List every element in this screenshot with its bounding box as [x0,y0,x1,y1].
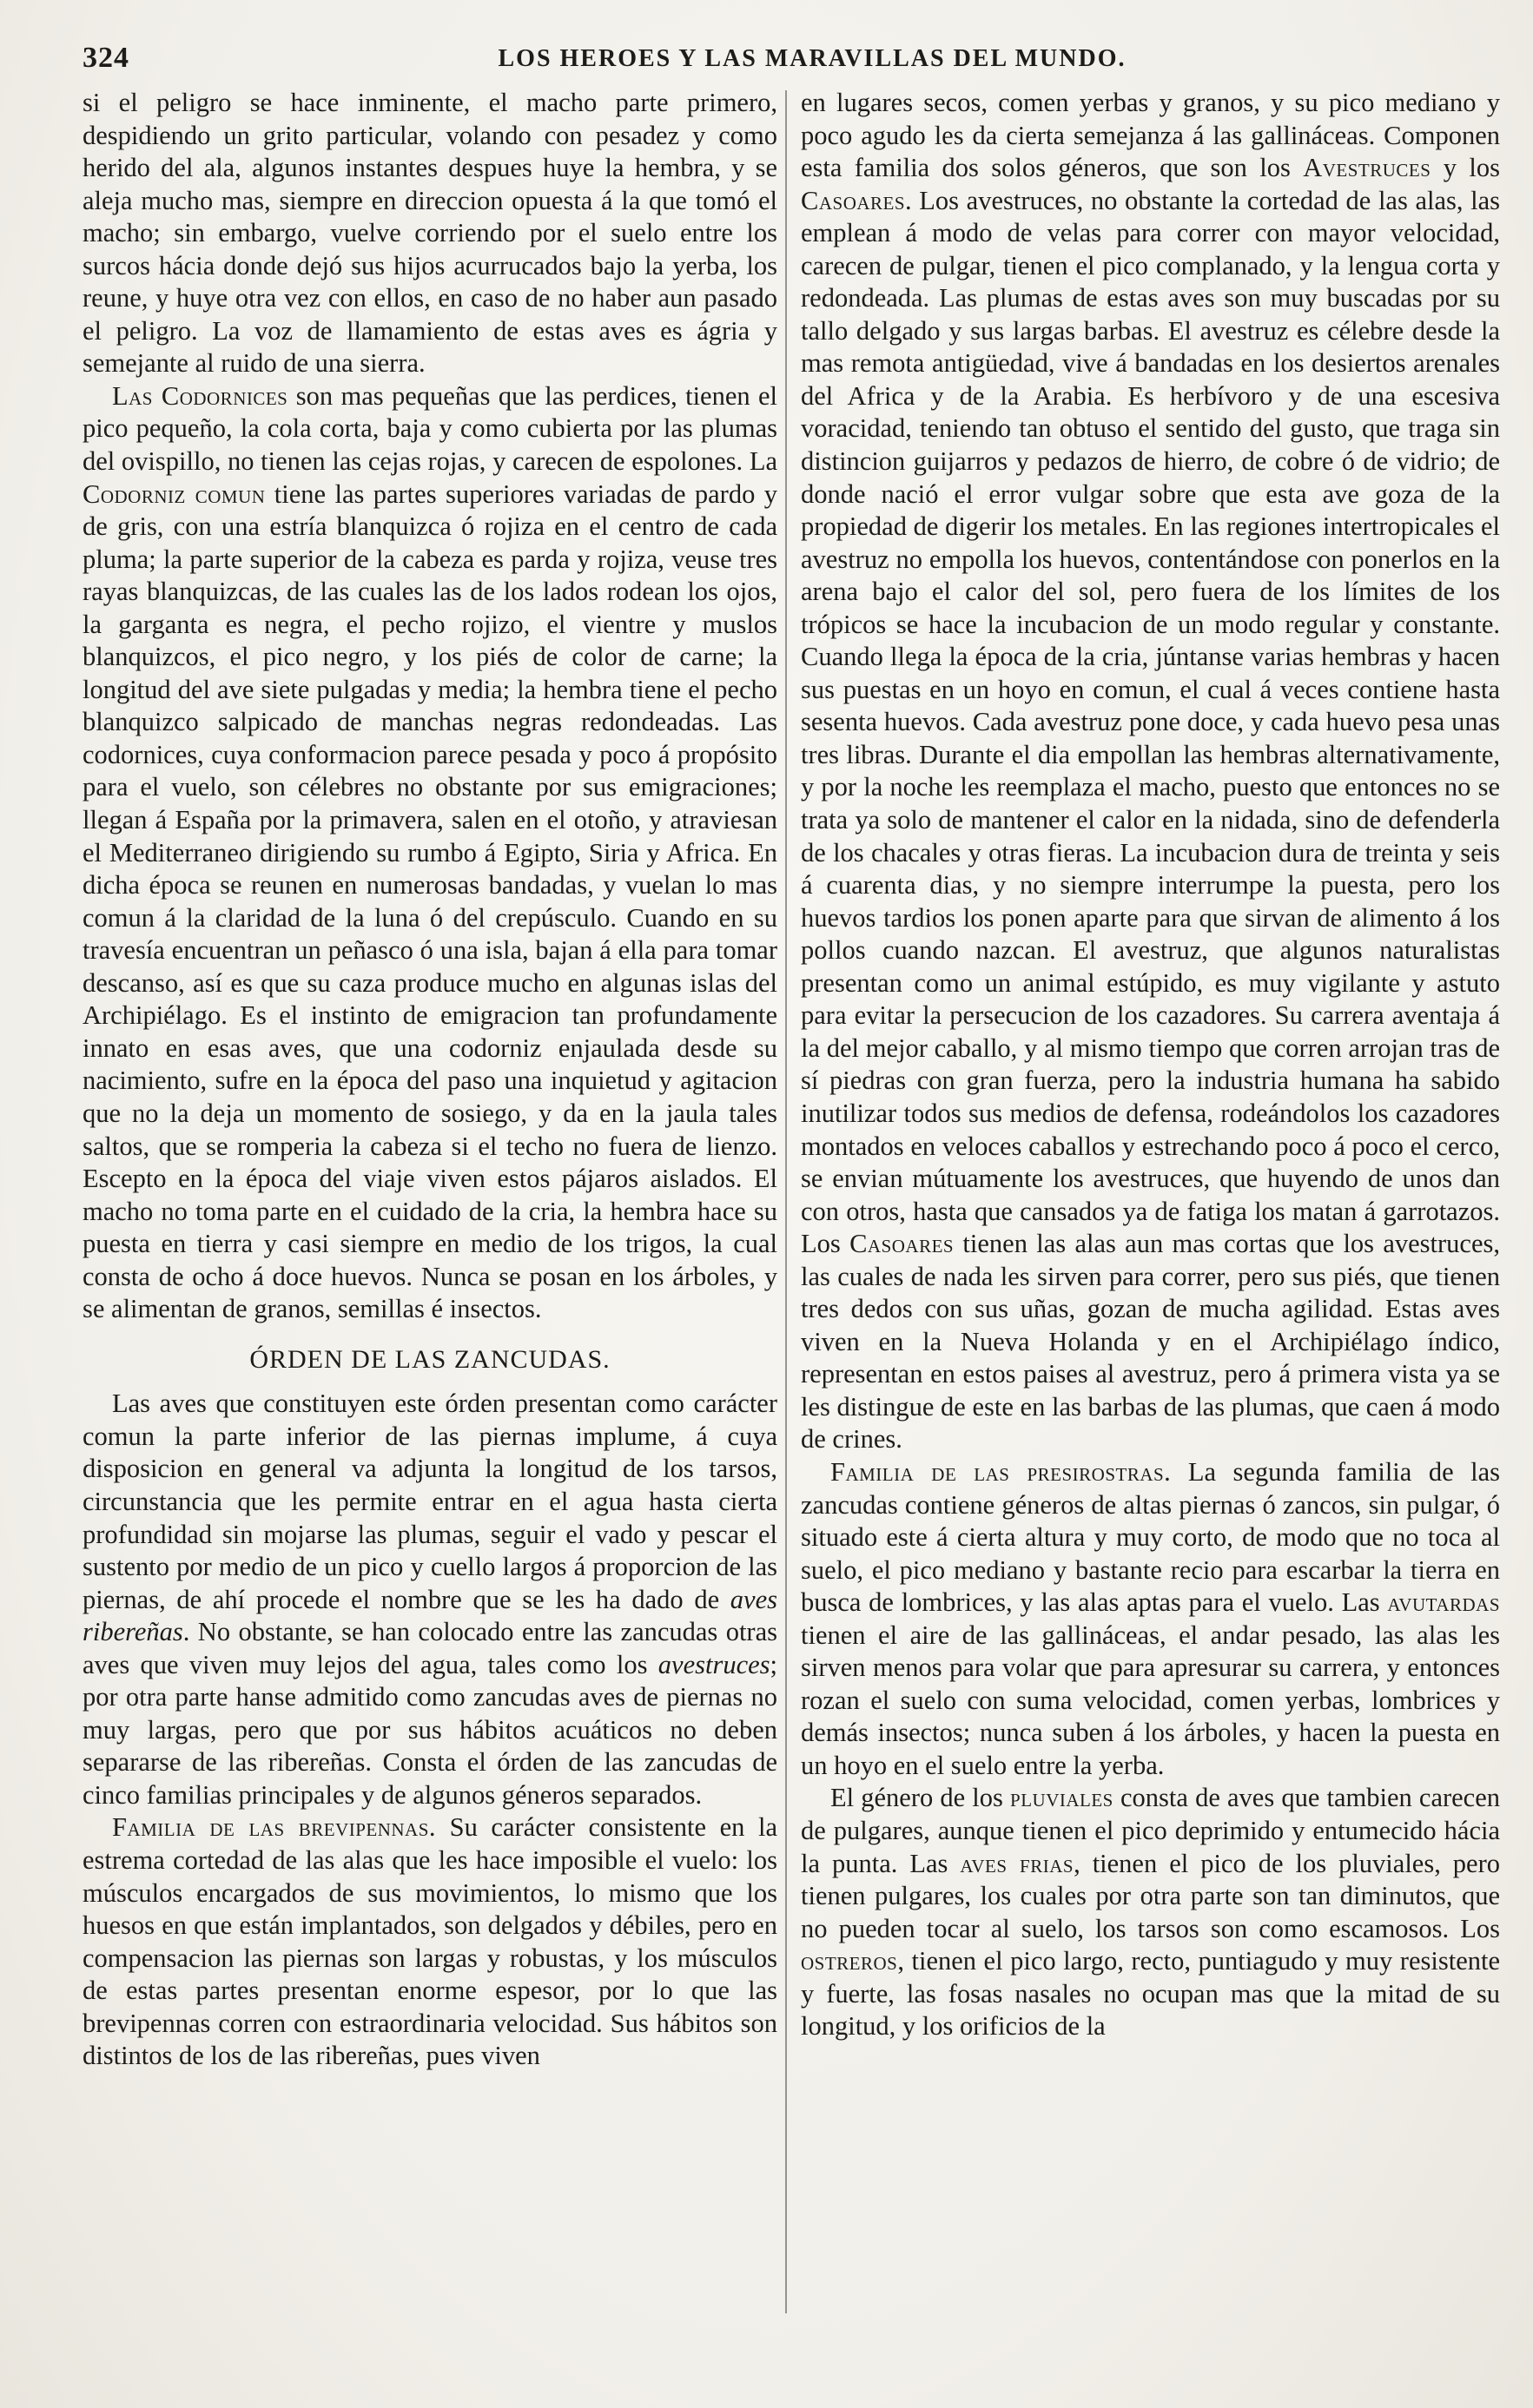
term: ostreros [801,1946,898,1976]
term: Casoares [849,1229,955,1259]
section-title: ÓRDEN DE LAS ZANCUDAS. [249,1344,611,1374]
term: avutardas [1387,1587,1500,1618]
right-column [801,87,1500,2043]
paragraph: si el peligro se hace inminente, el macho parte primero, despidiendo un grito particular, volando con pesadez y como herido del ala, algunos instantes despues huye la hembra, y se aleja mucho mas, siempre en direccion opuesta á la que tomó el macho; sin embargo, vuelve corriendo por el suelo entre los surcos hácia donde dejó sus hijos acurrucados bajo la yerba, los reune, y huye otra vez con ellos, en caso de no haber aun pasado el peligro. La voz de llamamiento de estas aves es ágria y semejante al ruido de una sierra. [83,88,777,379]
paragraph: Las aves que constituyen este órden presentan como carácter comun la parte inferior de las piernas implume, á cuya disposicion en general va adjunta la longitud de los tarsos, circunstancia que les permite entrar en el agua hasta cierta profundidad sin mojarse las plumas, seguir el vado y pescar el sustento por medio de un pico y cuello largos á proporcion de las piernas, de ahí procede el nombre que se les ha dado de aves ribereñas. No obstante, se han colocado entre las zancudas otras aves que viven muy lejos del agua, tales como los avestruces; por otra parte hanse admitido como zancudas aves de piernas no muy largas, pero que por sus hábitos acuáticos no deben separarse de las ribereñas. Consta el órden de las zancudas de cinco familias principales y de algunos géneros separados. [83,1389,777,1810]
term: pluviales [1010,1783,1113,1813]
term: Las Codornices [112,380,288,411]
left-column [83,87,777,2073]
family-heading: Familia de las brevipennas. [112,1812,437,1843]
paragraph: El género de los pluviales consta de aves que tambien carecen de pulgares, aunque tienen el pico deprimido y entumecido hácia la punta. Las aves frias, tienen el pico de los pluviales, pero tienen pulgares, los cuales por otra parte son tan diminutos, que no pueden tocar al suelo, los tarsos son como escamosos. Los ostreros, tienen el pico largo, recto, puntiagudo y muy resistente y fuerte, las fosas nasales no ocupan mas que la mitad de su longitud, y los orificios de la [801,1783,1501,2042]
term: aves frias [960,1848,1074,1878]
column-divider [785,90,787,2313]
term: Codorniz comun [83,478,266,509]
paragraph: Familia de las brevipennas. Su carácter consistente en la estrema cortedad de las alas que les hace imposible el vuelo: los músculos encargados de sus movimientos, lo mismo que los huesos en que están implantados, son delgados y débiles, pero en compensacion las piernas son largas y robustas, y los músculos de estas partes presentan enorme espesor, por lo que las brevipennas corren con estraordinaria velocidad. Sus hábitos son distintos de los de las ribereñas, pues viven [83,1812,777,2071]
page-number: 324 [83,42,129,74]
running-title: LOS HEROES Y LAS MARAVILLAS DEL MUNDO. [498,45,1127,72]
term: Casoares [801,185,906,215]
paragraph: Las Codornices son mas pequeñas que las perdices, tienen el pico pequeño, la cola corta, baja y como cubierta por las plumas del ovispillo, no tienen las cejas rojas, y carecen de espolones. La Codorniz comun tiene las partes superiores variadas de pardo y de gris, con una estría blanquizca ó rojiza en el centro de cada pluma; la parte superior de la cabeza es parda y rojiza, veuse tres rayas blanquizcas, de las cuales las de los lados rodean los ojos, la garganta es negra, el pecho rojizo, el vientre y muslos blanquizcos, el pico negro, y los piés de color de carne; la longitud del ave siete pulgadas y media; la hembra tiene el pecho blanquizco salpicado de manchas negras redondeadas. Las codornices, cuya conformacion parece pesada y poco á propósito para el vuelo, son célebres no obstante por sus emigraciones; llegan á España por la primavera, salen en el otoño, y atraviesan el Mediterraneo dirigiendo su rumbo á Egipto, Siria y Africa. En dicha época se reunen en numerosas bandadas, y vuelan lo mas comun á la claridad de la luna ó del crepúsculo. Cuando en su travesía encuentran un peñasco ó una isla, bajan á ella para tomar descanso, así es que su caza produce mucho en algunas islas del Archipiélago. Es el instinto de emigracion tan profundamente innato en esas aves, que una codorniz enjaulada desde su nacimiento, sufre en la época del paso una inquietud y agitacion que no la deja un momento de sosiego, y da en la jaula tales saltos, que se romperia la cabeza si el techo no fuera de lienzo. Escepto en la época del viaje viven estos pájaros aislados. El macho no toma parte en el cuidado de la cria, la hembra hace su puesta en tierra y casi siempre en medio de los trigos, la cual consta de ocho á doce huevos. Nunca se posan en los árboles, y se alimentan de granos, semillas é insectos. [83,380,778,1324]
paragraph: Familia de las presirostras. La segunda familia de las zancudas contiene géneros de altas piernas ó zancos, sin pulgar, ó situado este á cierta altura y muy corto, de modo que no toca al suelo, el pico mediano y bastante recio para escarbar la tierra en busca de lombrices, y las alas aptas para el vuelo. Las avutardas tienen el aire de las gallináceas, el andar pesado, las alas les sirven menos para volar que para apresurar su carrera, y entonces rozan el suelo con suma velocidad, comen yerbas, lombrices y demás insectos; nunca suben á los árboles, y hacen la puesta en un hoyo en el suelo entre la yerba. [801,1456,1500,1780]
paragraph: en lugares secos, comen yerbas y granos, y su pico mediano y poco agudo les da cierta semejanza á las gallináceas. Componen esta familia dos solos géneros, que son los Avestruces y los Casoares. Los avestruces, no obstante la cortedad de las alas, las emplean á modo de velas para correr con mayor velocidad, carecen de pulgar, tienen el pico complanado, y la lengua corta y redondeada. Las plumas de estas aves son muy buscadas por su tallo delgado y sus largas barbas. El avestruz es célebre desde la mas remota antigüedad, vive á bandadas en los desiertos arenales del Africa y de la Arabia. Es herbívoro y de una escesiva voracidad, teniendo tan obtuso el sentido del gusto, que traga sin distincion guijarros y pedazos de hierro, de cobre ó de vidrio; de donde nació el error vulgar sobre que esta ave goza de la propiedad de digerir los metales. En las regiones intertropicales el avestruz no empolla los huevos, contentándose con ponerlos en la arena bajo el calor del sol, pero fuera de los límites de los trópicos se hace la incubacion de un modo regular y constante. Cuando llega la época de la cria, júntanse varias hembras y hacen sus puestas en un hoyo en comun, el cual á veces contiene hasta sesenta huevos. Cada avestruz pone doce, y cada huevo pesa unas tres libras. Durante el dia empollan las hembras alternativamente, y por la noche les reemplaza el macho, puesto que entonces no se trata ya solo de mantener el calor en la nidada, sino de defenderla de los chacales y otras fieras. La incubacion dura de treinta y seis á cuarenta dias, y no siempre interrumpe la puesta, pero los huevos tardios los ponen aparte para que sirvan de alimento á los pollos cuando nazcan. El avestruz, que algunos naturalistas presentan como un animal estúpido, es muy vigilante y astuto para evitar la persecucion de los cazadores. Su carrera aventaja á la del mejor caballo, y al mismo tiempo que corren arrojan tras de sí piedras con gran fuerza, pero la industria humana ha sabido inutilizar todos sus medios de defensa, rodeándolos los cazadores montados en veloces caballos y estrechando poco á poco el cerco, se envian mútuamente los avestruces, que huyendo de unos dan con otros, hasta que cansados ya de fatiga los matan á garrotazos. Los Casoares tienen las alas aun mas cortas que los avestruces, las cuales de nada les sirven para correr, pero sus piés, que tienen tres dedos con sus uñas, gozan de mucha agilidad. Estas aves viven en la Nueva Holanda y en el Archipiélago índico, representan en estos paises al avestruz, pero á primera vista ya se les distingue de este en las barbas de las plumas, que caen á modo de crines. [801,88,1500,1455]
family-heading: Familia de las presirostras. [830,1456,1172,1487]
page-header [83,42,1490,85]
term: Avestruces [1303,153,1431,183]
